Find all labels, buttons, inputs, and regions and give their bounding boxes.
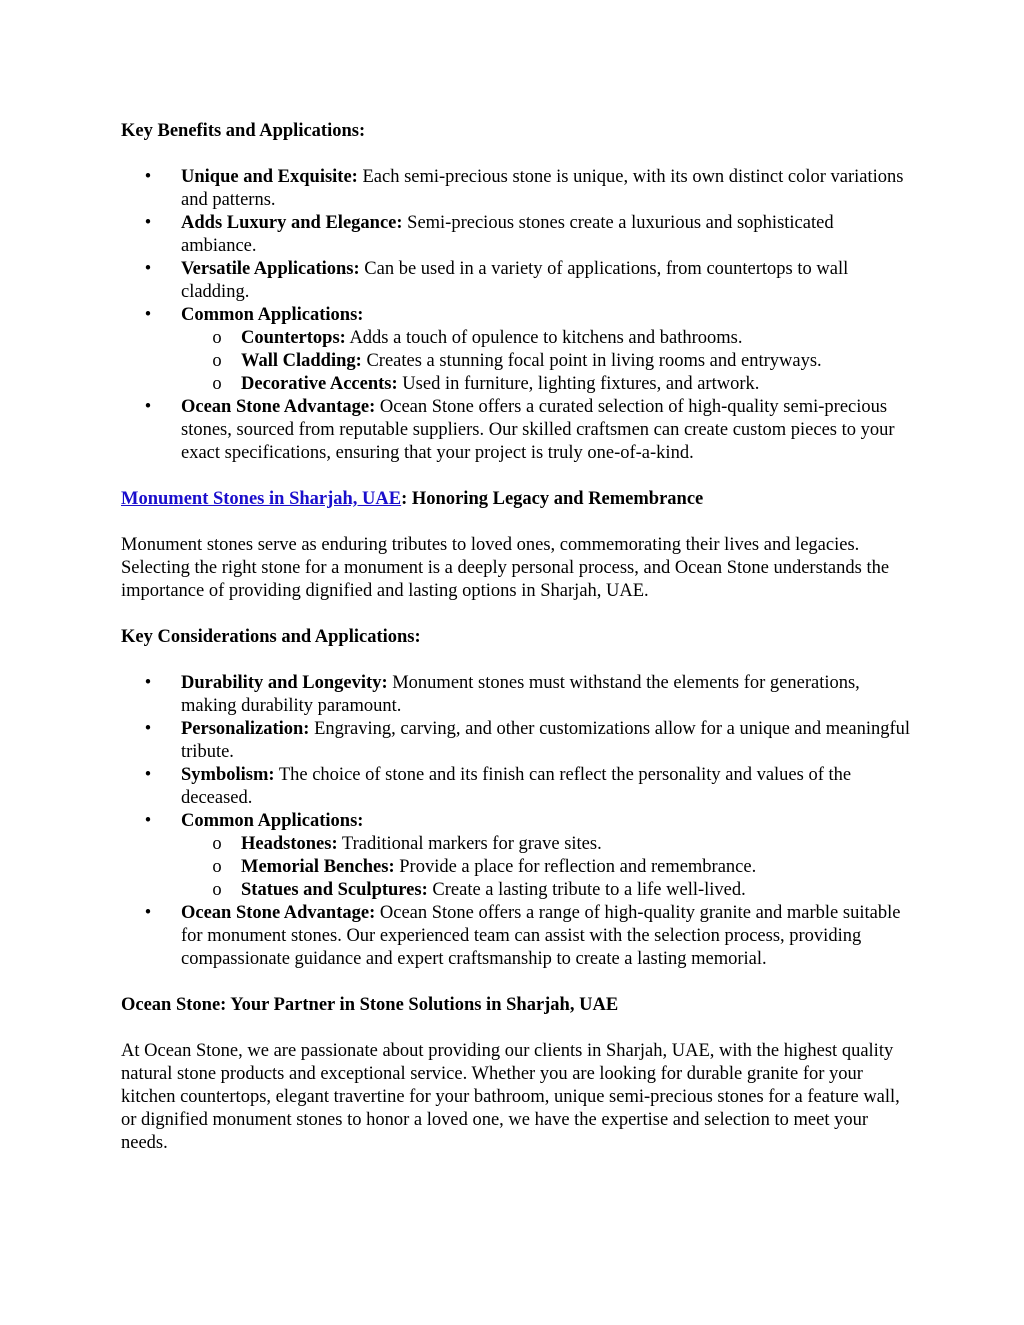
item-text: Ocean Stone offers a curated selection of high-quality semi-precious stones, sourced from reputable suppliers. Our skilled craftsmen can create custom pieces to your exact specifications, ensuring that your project is truly one-of-a-kind.: [181, 397, 895, 463]
circle-bullet-icon: o: [212, 374, 222, 394]
item-text: Used in furniture, lighting fixtures, and artwork.: [397, 374, 760, 394]
item-term: Memorial Benches:: [241, 857, 395, 877]
item-text: Semi-precious stones create a luxurious and sophisticated ambiance.: [181, 213, 834, 256]
item-term: Ocean Stone Advantage:: [181, 903, 376, 923]
ocean-stone-paragraph: At Ocean Stone, we are passionate about providing our clients in Sharjah, UAE, with the highest quality natural stone products and exceptional service. Whether you are looking for durable granite for your kitchen countertops, elegant travertine for your bathroom, unique semi-precious stones for a feature wall, or dignified monument stones to honor a loved one, we have the expertise and selection to meet your needs.: [121, 1041, 900, 1153]
item-text: Ocean Stone offers a range of high-quality granite and marble suitable for monument stones. Our experienced team can assist with the selection process, providing compassionate guidance and expert craftsmanship to create a lasting memorial.: [181, 903, 901, 969]
item-term: Decorative Accents:: [241, 374, 398, 394]
bullet-icon: •: [144, 259, 152, 279]
bullet-icon: •: [144, 673, 152, 693]
list-item: [121, 304, 911, 396]
item-text: Creates a stunning focal point in living rooms and entryways.: [361, 351, 822, 371]
section-heading-monument-stones: [121, 488, 911, 511]
document-content: [121, 120, 911, 1155]
sub-list-item: [181, 373, 911, 396]
bullet-icon: •: [144, 719, 152, 739]
sub-list: [181, 327, 911, 396]
list-item: [121, 212, 911, 258]
item-term: Countertops:: [241, 328, 346, 348]
list-item: [121, 810, 911, 902]
item-term: Headstones:: [241, 834, 338, 854]
item-text: Each semi-precious stone is unique, with its own distinct color variations and patterns.: [181, 167, 904, 210]
item-text: Traditional markers for grave sites.: [337, 834, 602, 854]
item-text: Monument stones must withstand the elements for generations, making durability paramount.: [181, 673, 860, 716]
circle-bullet-icon: o: [212, 880, 222, 900]
list-item: [121, 764, 911, 810]
item-term: Ocean Stone Advantage:: [181, 397, 376, 417]
sub-list-item: [181, 856, 911, 879]
monument-stones-link[interactable]: Monument Stones in Sharjah, UAE: [121, 489, 402, 509]
item-term: Symbolism:: [181, 765, 275, 785]
item-term: Wall Cladding:: [241, 351, 362, 371]
bullet-icon: •: [144, 765, 152, 785]
section-heading-key-benefits: Key Benefits and Applications:: [121, 121, 366, 141]
circle-bullet-icon: o: [212, 857, 222, 877]
item-term: Unique and Exquisite:: [181, 167, 358, 187]
item-text: Can be used in a variety of applications, from countertops to wall cladding.: [181, 259, 849, 302]
sub-list-item: [181, 327, 911, 350]
item-text: The choice of stone and its finish can reflect the personality and values of the deceased.: [181, 765, 852, 808]
circle-bullet-icon: o: [212, 328, 222, 348]
sub-list: [181, 833, 911, 902]
bullet-icon: •: [144, 397, 152, 417]
item-term: Versatile Applications:: [181, 259, 360, 279]
item-term: Common Applications:: [181, 305, 364, 325]
sub-list-item: [181, 833, 911, 856]
item-term: Durability and Longevity:: [181, 673, 388, 693]
monument-intro-paragraph: Monument stones serve as enduring tributes to loved ones, commemorating their lives and legacies. Selecting the right stone for a monument is a deeply personal process, and Ocean Stone understands the importance of providing dignified and lasting options in Sharjah, UAE.: [121, 535, 890, 601]
bullet-icon: •: [144, 811, 152, 831]
bullet-icon: •: [144, 167, 152, 187]
bullet-icon: •: [144, 213, 152, 233]
section-heading-ocean-stone-partner: Ocean Stone: Your Partner in Stone Solutions in Sharjah, UAE: [121, 995, 619, 1015]
item-text: Engraving, carving, and other customizations allow for a unique and meaningful tribute.: [181, 719, 911, 762]
item-text: Create a lasting tribute to a life well-lived.: [427, 880, 746, 900]
item-text: Provide a place for reflection and remembrance.: [394, 857, 757, 877]
circle-bullet-icon: o: [212, 834, 222, 854]
benefits-list: [121, 166, 911, 465]
item-term: Statues and Sculptures:: [241, 880, 428, 900]
list-item: [121, 396, 911, 465]
item-term: Common Applications:: [181, 811, 364, 831]
sub-list-item: [181, 350, 911, 373]
item-term: Personalization:: [181, 719, 310, 739]
bullet-icon: •: [144, 903, 152, 923]
heading-rest: : Honoring Legacy and Remembrance: [401, 489, 704, 509]
circle-bullet-icon: o: [212, 351, 222, 371]
considerations-list: [121, 672, 911, 971]
item-text: Adds a touch of opulence to kitchens and bathrooms.: [345, 328, 743, 348]
list-item: [121, 718, 911, 764]
item-term: Adds Luxury and Elegance:: [181, 213, 403, 233]
sub-list-item: [181, 879, 911, 902]
bullet-icon: •: [144, 305, 152, 325]
list-item: [121, 672, 911, 718]
list-item: [121, 166, 911, 212]
section-heading-key-considerations: Key Considerations and Applications:: [121, 627, 421, 647]
list-item: [121, 258, 911, 304]
list-item: [121, 902, 911, 971]
